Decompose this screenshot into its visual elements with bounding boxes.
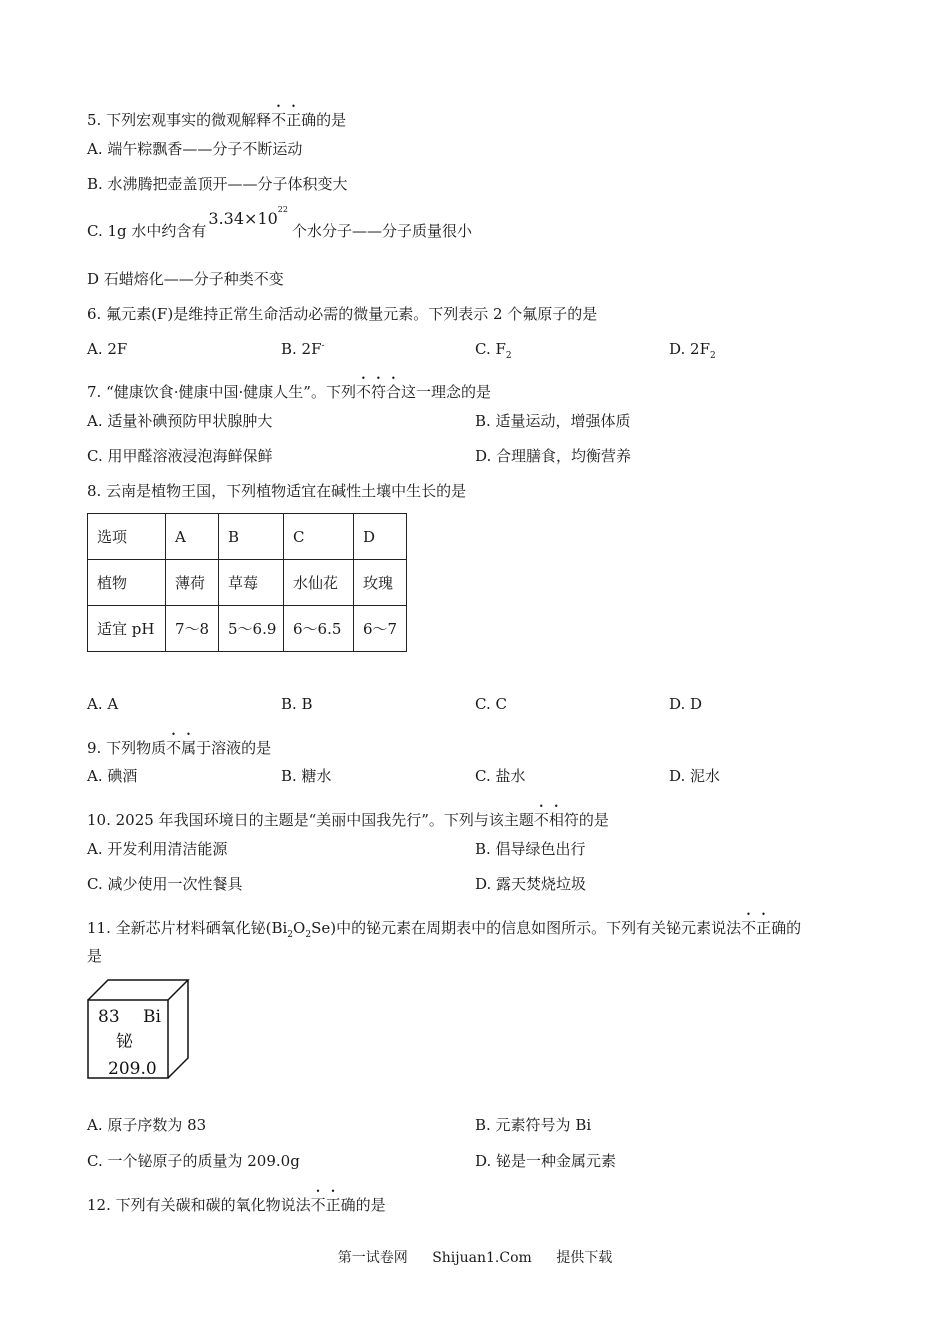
q6-option-d-subscript: 2 (709, 351, 716, 361)
q11-option-b: B. 元素符号为 Bi (475, 1116, 592, 1134)
q10-option-d: D. 露天焚烧垃圾 (475, 875, 587, 893)
q9-stem-text: 9. 下列物质 (87, 739, 167, 757)
q9-option-b: B. 糖水 (281, 767, 332, 785)
table-cell: 7～8 (166, 606, 219, 652)
q7-stem-text: 7. “健康饮食·健康中国·健康人生”。下列 (87, 383, 356, 401)
page-footer (0, 1247, 950, 1267)
table-cell: D (354, 514, 407, 560)
q5-option-b: B. 水沸腾把壶盖顶开——分子体积变大 (87, 175, 348, 193)
q10-stem (87, 802, 609, 830)
table-cell: 植物 (88, 560, 166, 606)
q10-option-a: A. 开发利用清洁能源 (87, 840, 228, 858)
q7-option-a: A. 适量补碘预防甲状腺肿大 (87, 412, 273, 430)
q6-option-c (475, 339, 512, 359)
q11-subscript: 2 (287, 930, 294, 940)
q11-option-c: C. 一个铋原子的质量为 209.0g (87, 1152, 300, 1170)
ph-table (87, 513, 407, 652)
q6-option-d (669, 339, 716, 359)
footer-site-name: 第一试卷网 (337, 1250, 408, 1266)
q11-option-a: A. 原子序数为 83 (87, 1116, 207, 1134)
q5-sci-number (208, 204, 288, 228)
table-cell: 草莓 (219, 560, 284, 606)
q6-option-d-text: D. 2F (669, 340, 710, 358)
table-cell: A (166, 514, 219, 560)
q11-stem-text-post: Se)中的铋元素在周期表中的信息如图所示。下列有关铋元素说法 (311, 919, 742, 937)
q11-stem-text: 11. 全新芯片材料硒氧化铋(Bi (87, 919, 288, 937)
q5-option-c-pre: C. 1g 水中约含有 (87, 222, 207, 240)
q6-option-a: A. 2F (87, 340, 128, 358)
q9-stem-text-end: 于溶液的是 (196, 739, 272, 757)
q5-option-a: A. 端午粽飘香——分子不断运动 (87, 140, 303, 158)
q5-option-c (87, 204, 472, 241)
q7-stem (87, 374, 491, 402)
table-cell: 适宜 pH (88, 606, 166, 652)
element-name: 铋 (116, 1032, 133, 1052)
q8-option-a: A. A (87, 695, 119, 713)
q6-option-b-charge: - (321, 341, 325, 351)
q9-stem-emphasis: 不属 (166, 739, 197, 757)
table-cell: 6～6.5 (284, 606, 354, 652)
table-cell: 6～7 (354, 606, 407, 652)
q11-stem (87, 910, 801, 938)
q11-stem-line2: 是 (87, 947, 103, 965)
footer-site-url: Shijuan1.Com (432, 1250, 532, 1266)
table-row (88, 560, 407, 606)
q5-stem-emphasis: 不正 (271, 111, 302, 129)
q6-option-b (281, 339, 325, 359)
q10-stem-text: 10. 2025 年我国环境日的主题是“美丽中国我先行”。下列与该主题 (87, 811, 534, 829)
q5-sci-base: ×10 (244, 209, 278, 228)
q12-stem-text-end: 确的是 (340, 1196, 386, 1214)
footer-note: 提供下载 (556, 1250, 613, 1266)
q12-stem-text: 12. 下列有关碳和碳的氧化物说法 (87, 1196, 311, 1214)
q8-stem: 8. 云南是植物王国，下列植物适宜在碱性土壤中生长的是 (87, 482, 467, 500)
q12-stem (87, 1187, 386, 1215)
q5-option-c-post: 个水分子——分子质量很小 (291, 222, 472, 240)
q8-option-c: C. C (475, 695, 507, 713)
q7-option-b: B. 适量运动，增强体质 (475, 412, 631, 430)
q5-sci-exponent: 22 (277, 204, 288, 214)
q7-option-d: D. 合理膳食，均衡营养 (475, 447, 632, 465)
q7-option-c: C. 用甲醛溶液浸泡海鲜保鲜 (87, 447, 273, 465)
element-atomic-mass: 209.0 (108, 1059, 157, 1079)
q9-stem (87, 730, 271, 758)
q5-option-d: D 石蜡熔化——分子种类不变 (87, 270, 284, 288)
table-row (88, 606, 407, 652)
element-atomic-number: 83 (98, 1007, 120, 1027)
element-cell-diagram (86, 978, 194, 1082)
q10-stem-emphasis: 不相 (533, 811, 564, 829)
table-cell: C (284, 514, 354, 560)
table-cell: 水仙花 (284, 560, 354, 606)
q6-stem: 6. 氟元素(F)是维持正常生命活动必需的微量元素。下列表示 2 个氟原子的是 (87, 305, 598, 323)
q6-option-b-text: B. 2F (281, 340, 322, 358)
q5-stem-text: 5. 下列宏观事实的微观解释 (87, 111, 272, 129)
q7-stem-text-end: 这一理念的是 (400, 383, 491, 401)
q10-stem-text-end: 符的是 (563, 811, 609, 829)
q9-option-d: D. 泥水 (669, 767, 721, 785)
q8-option-d: D. D (669, 695, 703, 713)
table-row (88, 514, 407, 560)
q5-stem (87, 102, 346, 130)
q11-stem-text-end: 确的 (771, 919, 802, 937)
q6-option-c-text: C. F (475, 340, 506, 358)
q7-stem-emphasis: 不符合 (355, 383, 401, 401)
q6-option-c-subscript: 2 (505, 351, 512, 361)
q10-option-b: B. 倡导绿色出行 (475, 840, 586, 858)
q12-stem-emphasis: 不正 (310, 1196, 341, 1214)
q11-option-d: D. 铋是一种金属元素 (475, 1152, 617, 1170)
q11-subscript: 2 (305, 930, 312, 940)
element-symbol: Bi (143, 1007, 161, 1027)
table-cell: 选项 (88, 514, 166, 560)
table-cell: B (219, 514, 284, 560)
table-cell: 玫瑰 (354, 560, 407, 606)
q11-stem-emphasis: 不正 (741, 919, 772, 937)
table-cell: 5～6.9 (219, 606, 284, 652)
q9-option-a: A. 碘酒 (87, 767, 138, 785)
q9-option-c: C. 盐水 (475, 767, 526, 785)
q11-stem-text-mid: O (293, 919, 306, 937)
q5-sci-mantissa: 3.34 (208, 209, 245, 228)
table-cell: 薄荷 (166, 560, 219, 606)
q8-option-b: B. B (281, 695, 313, 713)
q10-option-c: C. 减少使用一次性餐具 (87, 875, 243, 893)
q5-stem-text-end: 确的是 (301, 111, 347, 129)
